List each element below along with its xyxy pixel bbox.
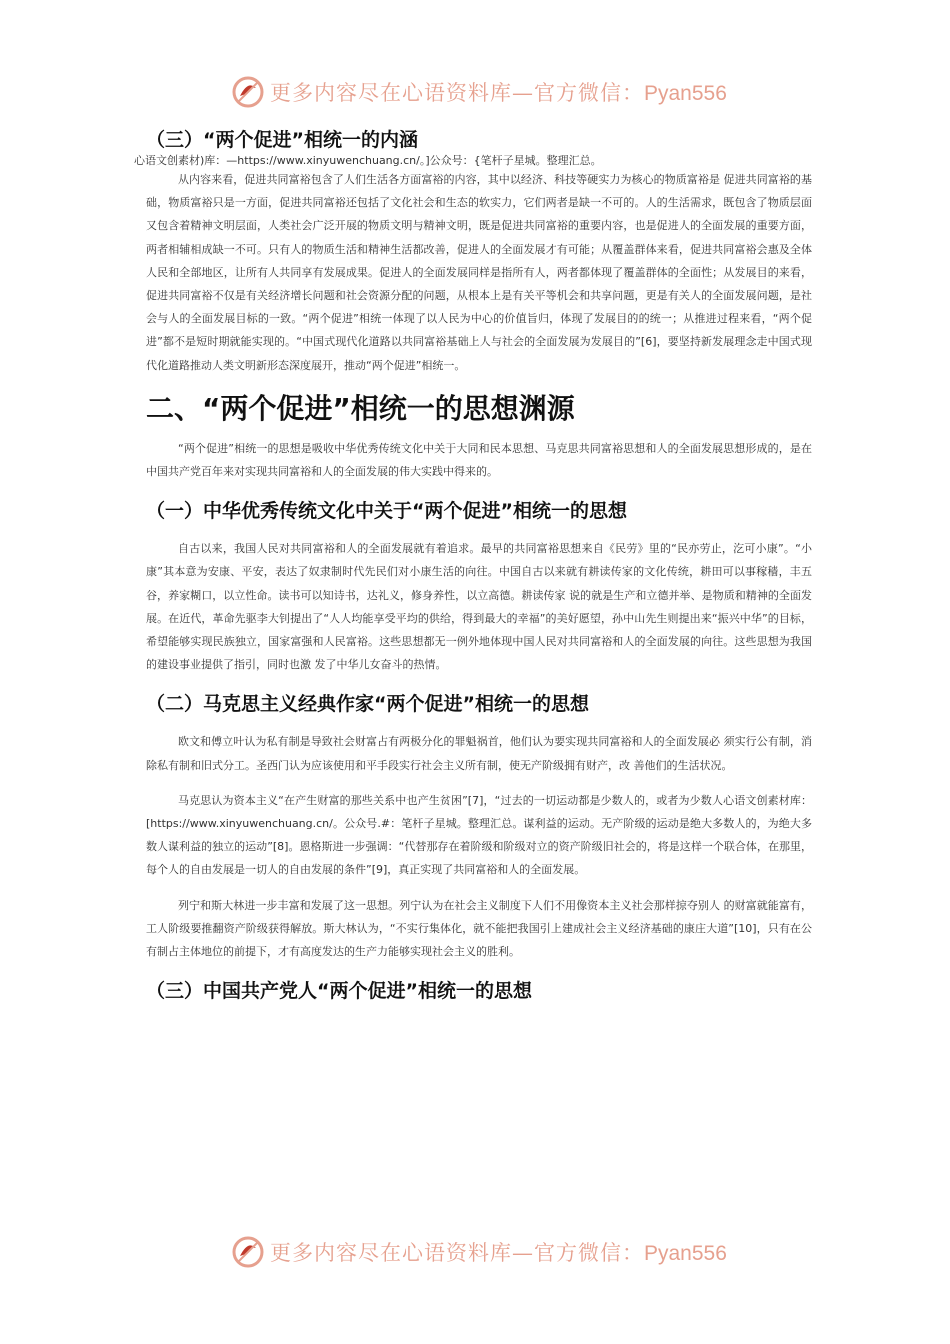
header-banner [230,72,727,112]
paragraph-neihan: 从内容来看，促进共同富裕包含了人们生活各方面富裕的内容，其中以经济、科技等硬实力为核心的物质富裕是 促进共同富裕的基础，物质富裕只是一方面，促进共同富裕还包括了文化社会和生态的软实力，它们两者是缺一不可的。人的生活需求，既包含了物质层面又包含着精神文明层面，人类社会广泛开展的物质文明与精神文明，既是促进共同富裕的重要内容，也是促进人的全面发展的重要方面，两者相辅相成缺一不可。只有人的物质生活和精神生活都改善，促进人的全面发展才有可能；从覆盖群体来看，促进共同富裕会惠及全体人民和全部地区，让所有人共同享有发展成果。促进人的全面发展同样是指所有人，两者都体现了覆盖群体的全面性；从发展目的来看，促进共同富裕不仅是有关经济增长问题和社会资源分配的问题，从根本上是有关平等机会和共享问题，更是有关人的全面发展问题，是社会与人的全面发展目标的一致。“两个促进”相统一体现了以人民为中心的价值旨归，体现了发展目的的统一；从推进过程来看，“两个促进”都不是短时期就能实现的。“中国式现代化道路以共同富裕基础上人与社会的全面发展为发展目的”[6]，要坚持新发展理念走中国式现代化道路推动人类文明新形态深度展开，推动“两个促进”相统一。 [146,173,812,372]
document-body [134,126,812,1017]
logo-icon [230,74,266,110]
paragraph-intro: “两个促进”相统一的思想是吸收中华优秀传统文化中关于大同和民本思想、马克思共同富裕思想和人的全面发展思想形成的，是在中国共产党百年来对实现共同富裕和人的全面发展的伟大实践中得来的。 [146,441,812,479]
footer-banner [230,1232,727,1272]
banner-wechat-id: Pyan556 [644,1242,727,1265]
banner-wechat-id: Pyan556 [644,82,727,105]
subheading-cpc: （三）中国共产党人“两个促进”相统一的思想 [146,980,532,1003]
paragraph-traditional-culture: 自古以来，我国人民对共同富裕和人的全面发展就有着追求。最早的共同富裕思想来自《民劳》里的“民亦劳止，汔可小康”。“小康”其本意为安康、平安，表达了奴隶制时代先民们对小康生活的向往。中国自古以来就有耕读传家的文化传统，耕田可以事稼穑，丰五谷，养家糊口，以立性命。读书可以知诗书，达礼义，修身养性，以立高德。耕读传家 说的就是生产和立德并举、是物质和精神的全面发展。在近代，革命先驱李大钊提出了“人人均能享受平均的供给，得到最大的幸福”的美好愿望，孙中山先生则提出来“振兴中华”的目标，希望能够实现民族独立，国家富强和人民富裕。这些思想都无一例外地体现中国人民对共同富裕和人的全面发展的向往。这些思想为我国的建设事业提供了指引，同时也激 发了中华儿女奋斗的热情。 [146,542,812,672]
section-title-yuanyuan: 二、“两个促进”相统一的思想渊源 [146,391,575,425]
subheading-neihan: （三）“两个促进”相统一的内涵 [146,129,418,151]
subheading-marxism: （二）马克思主义经典作家“两个促进”相统一的思想 [146,693,589,716]
source-reference-line: 心语文创素材)库：—https://www.xinyuwenchuang.cn/。]公众号：{笔杆子星城。整理汇总。 [134,154,602,167]
paragraph-owen-fourier: 欧文和傅立叶认为私有制是导致社会财富占有两极分化的罪魁祸首，他们认为要实现共同富裕和人的全面发展必 须实行公有制，消除私有制和旧式分工。圣西门认为应该使用和平手段实行社会主义所有制，使无产阶级拥有财产，改 善他们的生活状况。 [146,735,812,772]
subheading-traditional-culture: （一）中华优秀传统文化中关于“两个促进”相统一的思想 [146,500,627,523]
logo-icon [230,1234,266,1270]
banner-text: 更多内容尽在心语资料库—官方微信：Pyan556 [270,81,727,105]
paragraph-marx-engels: 马克思认为资本主义“在产生财富的那些关系中也产生贫困”[7]，“过去的一切运动都是少数人的，或者为少数人心语文创素材库：[https://www.xinyuwenchuang.cn/。公众号.#：笔杆子星城。整理汇总。谋利益的运动。无产阶级的运动是绝大多数人的，为绝大多数人谋利益的独立的运动”[8]。恩格斯进一步强调：“代替那存在着阶级和阶级对立的资产阶级旧社会的，将是这样一个联合体，在那里，每个人的自由发展是一切人的自由发展的条件”[9]，真正实现了共同富裕和人的全面发展。 [146,793,812,877]
banner-text: 更多内容尽在心语资料库—官方微信：Pyan556 [270,1241,727,1265]
paragraph-lenin-stalin: 列宁和斯大林进一步丰富和发展了这一思想。列宁认为在社会主义制度下人们不用像资本主义社会那样掠夺别人 的财富就能富有，工人阶级要推翻资产阶级获得解放。斯大林认为，“不实行集体化，就不能把我国引上建成社会主义经济基础的康庄大道”[10]，只有在公有制占主体地位的前提下，才有高度发达的生产力能够实现社会主义的胜利。 [146,898,812,959]
